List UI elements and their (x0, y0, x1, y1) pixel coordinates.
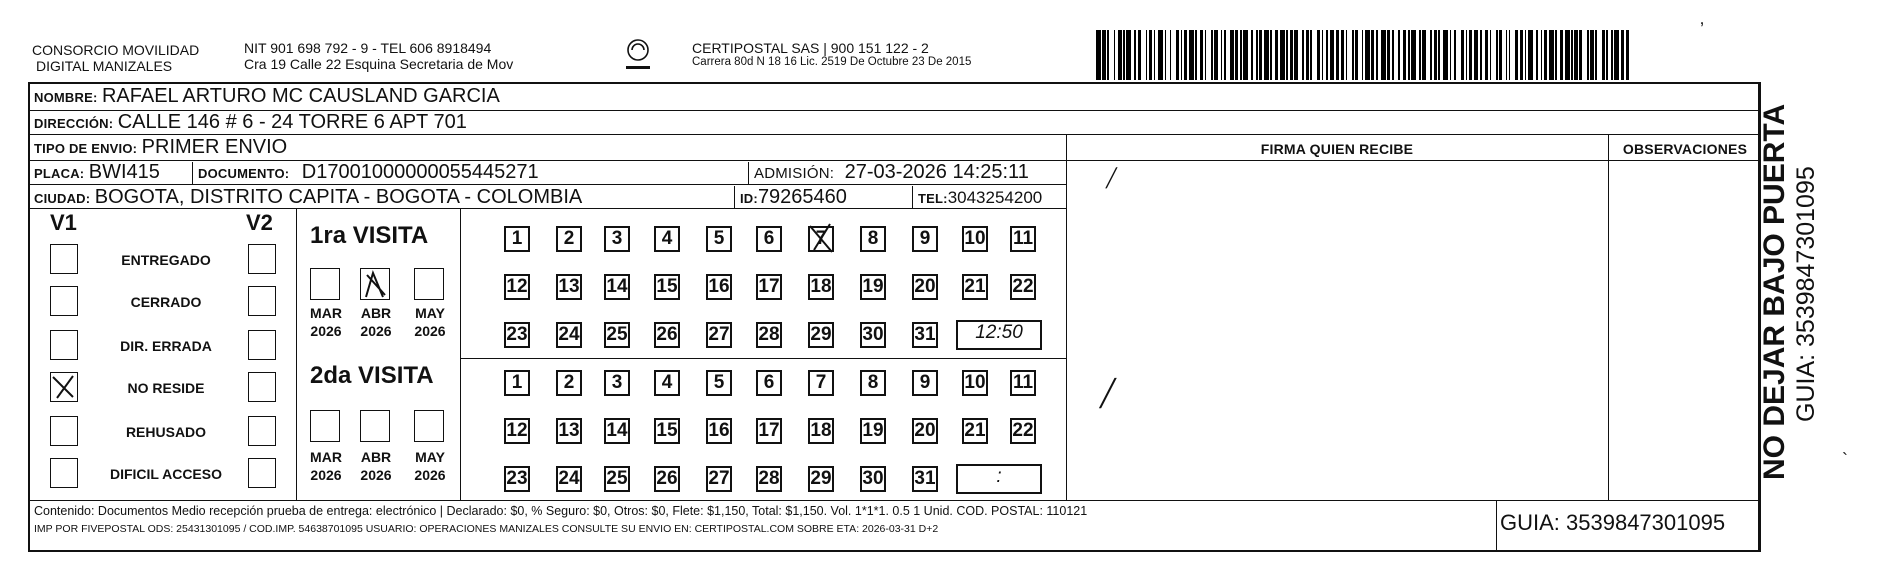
id-label: ID: (740, 191, 758, 206)
visita2-month-box-may[interactable] (414, 410, 444, 442)
admision-value: 27-03-2026 14:25:11 (844, 161, 1029, 183)
barcode-bar (1541, 30, 1543, 80)
visita1-day-25[interactable]: 25 (604, 322, 630, 348)
visita1-day-21[interactable]: 21 (962, 274, 988, 300)
visita1-day-30[interactable]: 30 (860, 322, 886, 348)
id-value: 79265460 (757, 186, 847, 208)
visita2-day-24[interactable]: 24 (556, 466, 582, 492)
barcode-bar (1336, 30, 1339, 80)
v1-checkbox-1[interactable] (50, 244, 78, 274)
month-year: 2026 (310, 467, 342, 483)
barcode-bar (1184, 30, 1187, 80)
barcode-bar (1536, 30, 1538, 80)
visita1-month-box-may[interactable] (414, 268, 444, 300)
visita1-day-6[interactable]: 6 (756, 226, 782, 252)
v1-checkbox-2[interactable] (50, 286, 78, 316)
month-name: ABR (360, 305, 392, 321)
barcode-bar (1430, 30, 1432, 80)
visita1-day-19[interactable]: 19 (860, 274, 886, 300)
barcode-bar (1264, 30, 1269, 80)
barcode-bar (1606, 30, 1608, 80)
visita2-day-30[interactable]: 30 (860, 466, 886, 492)
visita1-day-11[interactable]: 11 (1010, 226, 1036, 252)
visita2-month-label (408, 448, 452, 484)
visita2-day-26[interactable]: 26 (654, 466, 680, 492)
barcode-bar (1118, 30, 1121, 80)
visita2-day-14[interactable]: 14 (604, 418, 630, 444)
v1-checkbox-5[interactable] (50, 416, 78, 446)
barcode-bar (1408, 30, 1410, 80)
barcode-bar (1574, 30, 1577, 80)
visita2-day-19[interactable]: 19 (860, 418, 886, 444)
barcode-bar (1411, 30, 1416, 80)
visita2-day-27[interactable]: 27 (706, 466, 732, 492)
visita1-day-14[interactable]: 14 (604, 274, 630, 300)
barcode-bar (1403, 30, 1406, 80)
tipo-envio-value: PRIMER ENVIO (141, 136, 288, 158)
no-dejar-text: NO DEJAR BAJO PUERTA (1758, 103, 1791, 480)
barcode-bar (1485, 30, 1488, 80)
barcode-bar (1230, 30, 1233, 80)
barcode-bar (1259, 30, 1262, 80)
visita1-day-28[interactable]: 28 (756, 322, 782, 348)
barcode-bar (1181, 30, 1183, 80)
visita1-month-label (408, 304, 452, 340)
visita1-day-23[interactable]: 23 (504, 322, 530, 348)
barcode-bar (1355, 30, 1358, 80)
admision-label: ADMISIÓN: (754, 165, 835, 182)
barcode-bar (1126, 30, 1131, 80)
barcode-bar (1565, 30, 1570, 80)
v2-checkbox-4[interactable] (248, 372, 276, 402)
barcode-bar (1346, 30, 1348, 80)
barcode-bar (1330, 30, 1335, 80)
month-year: 2026 (360, 323, 392, 339)
visita2-day-5[interactable]: 5 (706, 370, 732, 396)
barcode-bar (1146, 30, 1148, 80)
barcode-bar (1200, 30, 1203, 80)
barcode-bar (1520, 30, 1523, 80)
month-year: 2026 (360, 467, 392, 483)
barcode-bar (1474, 30, 1479, 80)
barcode-bar (1469, 30, 1472, 80)
barcode-bar (1614, 30, 1619, 80)
nombre-label: NOMBRE: (34, 90, 98, 105)
visita1-day-20[interactable]: 20 (912, 274, 938, 300)
admision-field (754, 161, 1029, 184)
barcode-bar (1398, 30, 1400, 80)
barcode-bar (1189, 30, 1194, 80)
barcode-bar (1205, 30, 1207, 80)
barcode-bar (1154, 30, 1156, 80)
barcode-bar (1387, 30, 1390, 80)
visita2-month-label (354, 448, 398, 484)
month-name: MAY (415, 305, 445, 321)
month-year: 2026 (414, 467, 446, 483)
v2-checkbox-5[interactable] (248, 416, 276, 446)
visita2-month-box-abr[interactable] (360, 410, 390, 442)
placa-field (34, 161, 160, 184)
visita1-day-12[interactable]: 12 (504, 274, 530, 300)
visita2-day-17[interactable]: 17 (756, 418, 782, 444)
barcode-bar (1221, 30, 1223, 80)
barcode-bar (1626, 30, 1629, 80)
barcode-bar (1595, 30, 1597, 80)
visita2-day-28[interactable]: 28 (756, 466, 782, 492)
barcode-bar (1560, 30, 1563, 80)
visita1-day-26[interactable]: 26 (654, 322, 680, 348)
visita2-day-18[interactable]: 18 (808, 418, 834, 444)
tel-field (918, 188, 1042, 208)
barcode-bar (1466, 30, 1468, 80)
visita1-month-label (304, 304, 348, 340)
barcode-bar (1134, 30, 1136, 80)
observaciones-label: OBSERVACIONES (1622, 141, 1748, 157)
day-check-mark (806, 222, 836, 256)
documento-value: D17001000000055445271 (301, 161, 539, 183)
barcode-bar (1123, 30, 1125, 80)
visita1-day-17[interactable]: 17 (756, 274, 782, 300)
nombre-value: RAFAEL ARTURO MC CAUSLAND GARCIA (101, 85, 500, 107)
placa-label: PLACA: (34, 166, 85, 181)
visita2-day-6[interactable]: 6 (756, 370, 782, 396)
id-field (740, 186, 847, 209)
barcode-bar (1211, 30, 1213, 80)
barcode-bar (1275, 30, 1278, 80)
barcode-bar (1525, 30, 1527, 80)
visita2-day-2[interactable]: 2 (556, 370, 582, 396)
nit-line2: Cra 19 Calle 22 Esquina Secretaria de Mov (244, 56, 514, 72)
direccion-label: DIRECCIÓN: (34, 116, 114, 131)
visita1-day-8[interactable]: 8 (860, 226, 886, 252)
barcode-bar (1450, 30, 1452, 80)
visita1-day-18[interactable]: 18 (808, 274, 834, 300)
barcode-bar (1438, 30, 1440, 80)
v1-label: V1 (50, 210, 77, 235)
company-nit (244, 40, 513, 72)
visita1-day-29[interactable]: 29 (808, 322, 834, 348)
barcode-bar (1555, 30, 1557, 80)
visita1-day-5[interactable]: 5 (706, 226, 732, 252)
firma-label: FIRMA QUIEN RECIBE (1260, 141, 1414, 157)
visita2-day-10[interactable]: 10 (962, 370, 988, 396)
visita2-day-7[interactable]: 7 (808, 370, 834, 396)
barcode-bar (1480, 30, 1482, 80)
barcode-bar (1195, 30, 1197, 80)
barcode-bar (1302, 30, 1304, 80)
barcode-bar (1579, 30, 1582, 80)
barcode-bar (1326, 30, 1328, 80)
certi-line1: CERTIPOSTAL SAS | 900 151 122 - 2 (692, 40, 929, 56)
barcode-bar (1499, 30, 1502, 80)
barcode-bar (1528, 30, 1533, 80)
visita1-day-10[interactable]: 10 (962, 226, 988, 252)
company-line2: DIGITAL MANIZALES (36, 58, 173, 74)
barcode-bar (1362, 30, 1364, 80)
barcode-bar (1158, 30, 1163, 80)
v1-checkbox-6[interactable] (50, 458, 78, 488)
visita1-day-16[interactable]: 16 (706, 274, 732, 300)
visita1-month-box-abr[interactable] (360, 268, 390, 300)
barcode-bar (1621, 30, 1624, 80)
barcode-bar (1392, 30, 1394, 80)
visita1-day-22[interactable]: 22 (1010, 274, 1036, 300)
visita2-day-3[interactable]: 3 (604, 370, 630, 396)
v2-label: V2 (246, 210, 273, 235)
barcode-bar (1365, 30, 1370, 80)
visita1-day-31[interactable]: 31 (912, 322, 938, 348)
visita2-day-23[interactable]: 23 (504, 466, 530, 492)
barcode-bar (1280, 30, 1285, 80)
v2-checkbox-3[interactable] (248, 330, 276, 360)
barcode-bar (1509, 30, 1511, 80)
barcode-bar (1243, 30, 1248, 80)
visita2-day-22[interactable]: 22 (1010, 418, 1036, 444)
ciudad-value: BOGOTA, DISTRITO CAPITA - BOGOTA - COLOMBIA (94, 186, 583, 208)
visita2-day-16[interactable]: 16 (706, 418, 732, 444)
visita2-month-label (304, 448, 348, 484)
v1-checkbox-3[interactable] (50, 330, 78, 360)
barcode-bar (1376, 30, 1378, 80)
barcode-bar (1434, 30, 1437, 80)
barcode-bar (1224, 30, 1226, 80)
tel-value: 3043254200 (947, 188, 1043, 207)
month-name: MAY (415, 449, 445, 465)
visita2-day-8[interactable]: 8 (860, 370, 886, 396)
status-label: ENTREGADO (121, 252, 211, 268)
barcode-bar (1322, 30, 1324, 80)
barcode-bar (1214, 30, 1217, 80)
visita1-day-1[interactable]: 1 (504, 226, 530, 252)
barcode-bar (1114, 30, 1116, 80)
barcode-bar (1240, 30, 1242, 80)
barcode-bar (1096, 30, 1101, 80)
visita2-title: 2da VISITA (310, 362, 434, 389)
visita2-day-21[interactable]: 21 (962, 418, 988, 444)
tipo-envio-label: TIPO DE ENVIO: (34, 141, 138, 156)
barcode-bar (1506, 30, 1508, 80)
visita2-day-9[interactable]: 9 (912, 370, 938, 396)
visita2-day-12[interactable]: 12 (504, 418, 530, 444)
barcode-bar (1310, 30, 1312, 80)
month-name: MAR (310, 305, 342, 321)
v2-checkbox-1[interactable] (248, 244, 276, 274)
company-name (32, 42, 199, 74)
visita2-day-1[interactable]: 1 (504, 370, 530, 396)
visita2-day-13[interactable]: 13 (556, 418, 582, 444)
ciudad-field (34, 186, 582, 209)
barcode-bar (1496, 30, 1498, 80)
placa-value: BWI415 (88, 161, 160, 183)
barcode-bar (1251, 30, 1253, 80)
barcode-bar (1290, 30, 1293, 80)
ciudad-label: CIUDAD: (34, 191, 91, 206)
barcode-bar (1149, 30, 1152, 80)
visita1-day-9[interactable]: 9 (912, 226, 938, 252)
barcode-bar (1165, 30, 1167, 80)
barcode-bar (1352, 30, 1354, 80)
barcode-bar (1270, 30, 1272, 80)
barcode-bar (1170, 30, 1172, 80)
visita1-day-13[interactable]: 13 (556, 274, 582, 300)
tipo-envio-row (34, 136, 287, 159)
status-label: NO RESIDE (127, 380, 205, 396)
status-label: CERRADO (130, 294, 202, 310)
visita2-month-box-mar[interactable] (310, 410, 340, 442)
visita2-day-31[interactable]: 31 (912, 466, 938, 492)
visita2-day-15[interactable]: 15 (654, 418, 680, 444)
visita1-day-4[interactable]: 4 (654, 226, 680, 252)
v2-checkbox-6[interactable] (248, 458, 276, 488)
barcode-bar (1571, 30, 1573, 80)
barcode-bar (1419, 30, 1421, 80)
barcode-bar (1317, 30, 1320, 80)
barcode-bar (1549, 30, 1554, 80)
footer-guia: GUIA: 3539847301095 (1500, 510, 1726, 535)
visita2-day-11[interactable]: 11 (1010, 370, 1036, 396)
visita1-day-24[interactable]: 24 (556, 322, 582, 348)
footer-content: Contenido: Documentos Medio recepción prueba de entrega: electrónico | Declarado: $0, % Seguro: $0, Otros: $0, Flete: $1,150, Total: $1,150. Vol. 1*1*1. 0.5 1 Unid. COD. POSTAL: 110121 (34, 504, 1088, 518)
barcode-bar (1544, 30, 1547, 80)
barcode-bar (1102, 30, 1105, 80)
status-label: DIR. ERRADA (120, 338, 212, 354)
month-year: 2026 (310, 323, 342, 339)
v1-checkbox-4[interactable] (50, 372, 78, 402)
barcode-bar (1461, 30, 1464, 80)
barcode-bar (1443, 30, 1448, 80)
visita1-month-label (354, 304, 398, 340)
v1-check-mark (51, 373, 77, 401)
visita1-day-27[interactable]: 27 (706, 322, 732, 348)
nombre-row (34, 85, 500, 108)
barcode (1096, 30, 1630, 80)
barcode-bar (1371, 30, 1374, 80)
visita1-title: 1ra VISITA (310, 222, 429, 249)
barcode-bar (1611, 30, 1613, 80)
month-name: MAR (310, 449, 342, 465)
visita1-time-box[interactable]: 12:50 (956, 320, 1042, 350)
barcode-bar (1294, 30, 1297, 80)
month-year: 2026 (414, 323, 446, 339)
month-check-mark (361, 269, 389, 299)
direccion-row (34, 111, 467, 134)
footer-imp: IMP POR FIVEPOSTAL ODS: 25431301095 / COD.IMP. 54638701095 USUARIO: OPERACIONES MANIZALES CONSULTE SU ENVIO EN: CERTIPOSTAL.COM SOBRE ETA: 2026-03-31 D+2 (34, 523, 939, 535)
barcode-bar (1138, 30, 1141, 80)
visita2-time-box[interactable]: : (956, 464, 1042, 494)
company-line1: CONSORCIO MOVILIDAD (32, 42, 200, 58)
barcode-bar (1235, 30, 1238, 80)
certipostal-logo (618, 36, 658, 76)
visita1-month-box-mar[interactable] (310, 268, 340, 300)
barcode-bar (1587, 30, 1589, 80)
visita1-day-7[interactable]: 7 (808, 226, 834, 252)
barcode-bar (1341, 30, 1344, 80)
status-label: DIFICIL ACCESO (109, 466, 222, 482)
visita2-day-25[interactable]: 25 (604, 466, 630, 492)
barcode-bar (1590, 30, 1593, 80)
nit-line1: NIT 901 698 792 - 9 - TEL 606 8918494 (244, 40, 492, 56)
month-name: ABR (360, 449, 392, 465)
visita2-day-20[interactable]: 20 (912, 418, 938, 444)
barcode-bar (1454, 30, 1456, 80)
tel-label: TEL: (918, 191, 948, 206)
side-guia-text: GUIA: 3539847301095 (1792, 166, 1820, 422)
visita2-day-29[interactable]: 29 (808, 466, 834, 492)
documento-field (198, 161, 539, 184)
v2-checkbox-2[interactable] (248, 286, 276, 316)
barcode-bar (1107, 30, 1109, 80)
visita1-day-2[interactable]: 2 (556, 226, 582, 252)
barcode-bar (1256, 30, 1258, 80)
documento-label: DOCUMENTO: (198, 166, 290, 181)
visita1-day-15[interactable]: 15 (654, 274, 680, 300)
status-label: REHUSADO (125, 424, 207, 440)
barcode-bar (1381, 30, 1386, 80)
barcode-bar (1422, 30, 1425, 80)
barcode-bar (1490, 30, 1492, 80)
barcode-bar (1176, 30, 1179, 80)
barcode-bar (1306, 30, 1309, 80)
visita2-day-4[interactable]: 4 (654, 370, 680, 396)
barcode-bar (1515, 30, 1518, 80)
direccion-value: CALLE 146 # 6 - 24 TORRE 6 APT 701 (117, 111, 467, 133)
certipostal-info (692, 40, 971, 68)
certi-line2: Carrera 80d N 18 16 Lic. 2519 De Octubre 23 De 2015 (692, 56, 972, 68)
barcode-bar (1286, 30, 1288, 80)
visita1-day-3[interactable]: 3 (604, 226, 630, 252)
barcode-bar (1602, 30, 1605, 80)
